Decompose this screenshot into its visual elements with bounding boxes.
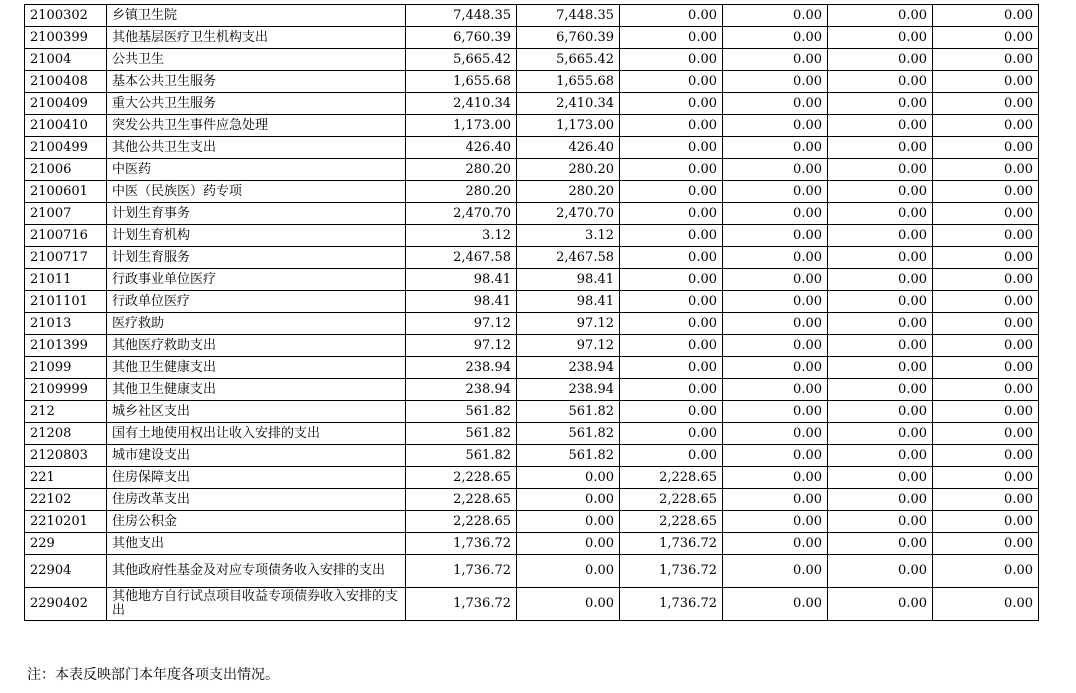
subject-name-cell: 城乡社区支出	[107, 401, 406, 423]
business-expenditure-cell: 0.00	[723, 357, 828, 379]
total-amount-cell: 561.82	[406, 401, 517, 423]
project-expenditure-cell: 0.00	[620, 247, 723, 269]
table-footnote: 注：本表反映部门本年度各项支出情况。	[27, 667, 279, 683]
total-amount-cell: 280.20	[406, 159, 517, 181]
basic-expenditure-cell: 0.00	[517, 489, 620, 511]
total-amount-cell: 98.41	[406, 269, 517, 291]
table-body	[25, 5, 1039, 621]
subject-code-cell: 221	[25, 467, 107, 489]
subject-code-cell: 2100408	[25, 71, 107, 93]
basic-expenditure-cell: 561.82	[517, 423, 620, 445]
project-expenditure-cell: 2,228.65	[620, 489, 723, 511]
total-amount-cell: 6,760.39	[406, 27, 517, 49]
table-row	[25, 181, 1039, 203]
other-expenditure-cell: 0.00	[933, 269, 1039, 291]
other-expenditure-cell: 0.00	[933, 445, 1039, 467]
basic-expenditure-cell: 2,467.58	[517, 247, 620, 269]
subject-name-cell: 其他地方自行试点项目收益专项债券收入安排的支出	[107, 588, 406, 621]
business-expenditure-cell: 0.00	[723, 49, 828, 71]
subject-code-cell: 21013	[25, 313, 107, 335]
other-expenditure-cell: 0.00	[933, 225, 1039, 247]
enterprise-subsidy-cell: 0.00	[828, 313, 933, 335]
enterprise-subsidy-cell: 0.00	[828, 511, 933, 533]
enterprise-subsidy-cell: 0.00	[828, 423, 933, 445]
subject-code-cell: 2100399	[25, 27, 107, 49]
subject-name-cell: 基本公共卫生服务	[107, 71, 406, 93]
subject-code-cell: 2101399	[25, 335, 107, 357]
project-expenditure-cell: 2,228.65	[620, 511, 723, 533]
subject-name-cell: 其他支出	[107, 533, 406, 555]
subject-code-cell: 2109999	[25, 379, 107, 401]
business-expenditure-cell: 0.00	[723, 225, 828, 247]
business-expenditure-cell: 0.00	[723, 203, 828, 225]
table-row	[25, 225, 1039, 247]
business-expenditure-cell: 0.00	[723, 401, 828, 423]
project-expenditure-cell: 0.00	[620, 137, 723, 159]
subject-name-cell: 计划生育服务	[107, 247, 406, 269]
subject-name-cell: 公共卫生	[107, 49, 406, 71]
project-expenditure-cell: 0.00	[620, 115, 723, 137]
subject-code-cell: 229	[25, 533, 107, 555]
subject-name-cell: 其他基层医疗卫生机构支出	[107, 27, 406, 49]
project-expenditure-cell: 0.00	[620, 269, 723, 291]
business-expenditure-cell: 0.00	[723, 445, 828, 467]
project-expenditure-cell: 0.00	[620, 291, 723, 313]
subject-code-cell: 21007	[25, 203, 107, 225]
enterprise-subsidy-cell: 0.00	[828, 401, 933, 423]
basic-expenditure-cell: 561.82	[517, 445, 620, 467]
subject-code-cell: 2120803	[25, 445, 107, 467]
basic-expenditure-cell: 0.00	[517, 533, 620, 555]
total-amount-cell: 97.12	[406, 313, 517, 335]
enterprise-subsidy-cell: 0.00	[828, 247, 933, 269]
business-expenditure-cell: 0.00	[723, 93, 828, 115]
subject-name-cell: 住房公积金	[107, 511, 406, 533]
total-amount-cell: 1,736.72	[406, 555, 517, 588]
subject-name-cell: 行政单位医疗	[107, 291, 406, 313]
enterprise-subsidy-cell: 0.00	[828, 467, 933, 489]
basic-expenditure-cell: 6,760.39	[517, 27, 620, 49]
total-amount-cell: 97.12	[406, 335, 517, 357]
total-amount-cell: 2,470.70	[406, 203, 517, 225]
other-expenditure-cell: 0.00	[933, 313, 1039, 335]
business-expenditure-cell: 0.00	[723, 313, 828, 335]
subject-name-cell: 行政事业单位医疗	[107, 269, 406, 291]
basic-expenditure-cell: 97.12	[517, 335, 620, 357]
other-expenditure-cell: 0.00	[933, 115, 1039, 137]
business-expenditure-cell: 0.00	[723, 181, 828, 203]
table-row	[25, 423, 1039, 445]
basic-expenditure-cell: 426.40	[517, 137, 620, 159]
business-expenditure-cell: 0.00	[723, 27, 828, 49]
subject-name-cell: 其他卫生健康支出	[107, 357, 406, 379]
total-amount-cell: 238.94	[406, 357, 517, 379]
business-expenditure-cell: 0.00	[723, 489, 828, 511]
table-row	[25, 137, 1039, 159]
enterprise-subsidy-cell: 0.00	[828, 489, 933, 511]
subject-code-cell: 21011	[25, 269, 107, 291]
subject-name-cell: 计划生育事务	[107, 203, 406, 225]
business-expenditure-cell: 0.00	[723, 511, 828, 533]
total-amount-cell: 238.94	[406, 379, 517, 401]
subject-code-cell: 2100716	[25, 225, 107, 247]
subject-code-cell: 2100409	[25, 93, 107, 115]
enterprise-subsidy-cell: 0.00	[828, 71, 933, 93]
subject-name-cell: 其他卫生健康支出	[107, 379, 406, 401]
enterprise-subsidy-cell: 0.00	[828, 335, 933, 357]
table-row	[25, 203, 1039, 225]
subject-code-cell: 21006	[25, 159, 107, 181]
enterprise-subsidy-cell: 0.00	[828, 588, 933, 621]
subject-code-cell: 2100410	[25, 115, 107, 137]
subject-name-cell: 其他公共卫生支出	[107, 137, 406, 159]
table-row	[25, 511, 1039, 533]
table-row	[25, 467, 1039, 489]
table-row	[25, 357, 1039, 379]
subject-code-cell: 21004	[25, 49, 107, 71]
enterprise-subsidy-cell: 0.00	[828, 181, 933, 203]
other-expenditure-cell: 0.00	[933, 181, 1039, 203]
enterprise-subsidy-cell: 0.00	[828, 357, 933, 379]
subject-name-cell: 突发公共卫生事件应急处理	[107, 115, 406, 137]
enterprise-subsidy-cell: 0.00	[828, 291, 933, 313]
total-amount-cell: 2,228.65	[406, 511, 517, 533]
basic-expenditure-cell: 2,470.70	[517, 203, 620, 225]
table-row	[25, 5, 1039, 27]
project-expenditure-cell: 0.00	[620, 71, 723, 93]
basic-expenditure-cell: 97.12	[517, 313, 620, 335]
total-amount-cell: 561.82	[406, 445, 517, 467]
total-amount-cell: 2,467.58	[406, 247, 517, 269]
other-expenditure-cell: 0.00	[933, 588, 1039, 621]
enterprise-subsidy-cell: 0.00	[828, 49, 933, 71]
total-amount-cell: 561.82	[406, 423, 517, 445]
project-expenditure-cell: 0.00	[620, 203, 723, 225]
enterprise-subsidy-cell: 0.00	[828, 93, 933, 115]
other-expenditure-cell: 0.00	[933, 247, 1039, 269]
other-expenditure-cell: 0.00	[933, 27, 1039, 49]
subject-code-cell: 2100499	[25, 137, 107, 159]
business-expenditure-cell: 0.00	[723, 137, 828, 159]
total-amount-cell: 7,448.35	[406, 5, 517, 27]
project-expenditure-cell: 0.00	[620, 181, 723, 203]
other-expenditure-cell: 0.00	[933, 467, 1039, 489]
table-row	[25, 335, 1039, 357]
expenditure-table	[24, 4, 1039, 621]
basic-expenditure-cell: 0.00	[517, 555, 620, 588]
subject-name-cell: 其他医疗救助支出	[107, 335, 406, 357]
business-expenditure-cell: 0.00	[723, 269, 828, 291]
total-amount-cell: 1,173.00	[406, 115, 517, 137]
business-expenditure-cell: 0.00	[723, 379, 828, 401]
enterprise-subsidy-cell: 0.00	[828, 445, 933, 467]
project-expenditure-cell: 1,736.72	[620, 555, 723, 588]
subject-code-cell: 21208	[25, 423, 107, 445]
table-row	[25, 93, 1039, 115]
other-expenditure-cell: 0.00	[933, 93, 1039, 115]
subject-code-cell: 2101101	[25, 291, 107, 313]
business-expenditure-cell: 0.00	[723, 555, 828, 588]
enterprise-subsidy-cell: 0.00	[828, 533, 933, 555]
business-expenditure-cell: 0.00	[723, 115, 828, 137]
table-row	[25, 445, 1039, 467]
enterprise-subsidy-cell: 0.00	[828, 5, 933, 27]
basic-expenditure-cell: 0.00	[517, 588, 620, 621]
basic-expenditure-cell: 561.82	[517, 401, 620, 423]
total-amount-cell: 280.20	[406, 181, 517, 203]
subject-code-cell: 212	[25, 401, 107, 423]
other-expenditure-cell: 0.00	[933, 379, 1039, 401]
enterprise-subsidy-cell: 0.00	[828, 225, 933, 247]
business-expenditure-cell: 0.00	[723, 588, 828, 621]
enterprise-subsidy-cell: 0.00	[828, 159, 933, 181]
table-row	[25, 313, 1039, 335]
total-amount-cell: 98.41	[406, 291, 517, 313]
subject-name-cell: 医疗救助	[107, 313, 406, 335]
total-amount-cell: 2,228.65	[406, 489, 517, 511]
enterprise-subsidy-cell: 0.00	[828, 137, 933, 159]
table-row	[25, 71, 1039, 93]
total-amount-cell: 426.40	[406, 137, 517, 159]
subject-name-cell: 计划生育机构	[107, 225, 406, 247]
basic-expenditure-cell: 5,665.42	[517, 49, 620, 71]
basic-expenditure-cell: 0.00	[517, 467, 620, 489]
basic-expenditure-cell: 7,448.35	[517, 5, 620, 27]
subject-code-cell: 2290402	[25, 588, 107, 621]
basic-expenditure-cell: 2,410.34	[517, 93, 620, 115]
enterprise-subsidy-cell: 0.00	[828, 555, 933, 588]
other-expenditure-cell: 0.00	[933, 49, 1039, 71]
business-expenditure-cell: 0.00	[723, 533, 828, 555]
project-expenditure-cell: 0.00	[620, 423, 723, 445]
project-expenditure-cell: 1,736.72	[620, 533, 723, 555]
table-row	[25, 401, 1039, 423]
basic-expenditure-cell: 280.20	[517, 159, 620, 181]
table-row	[25, 269, 1039, 291]
project-expenditure-cell: 0.00	[620, 27, 723, 49]
subject-name-cell: 其他政府性基金及对应专项债务收入安排的支出	[107, 555, 406, 588]
project-expenditure-cell: 2,228.65	[620, 467, 723, 489]
table-row	[25, 588, 1039, 621]
enterprise-subsidy-cell: 0.00	[828, 203, 933, 225]
table-row	[25, 159, 1039, 181]
table-row	[25, 49, 1039, 71]
other-expenditure-cell: 0.00	[933, 203, 1039, 225]
business-expenditure-cell: 0.00	[723, 335, 828, 357]
business-expenditure-cell: 0.00	[723, 247, 828, 269]
total-amount-cell: 1,736.72	[406, 588, 517, 621]
project-expenditure-cell: 0.00	[620, 159, 723, 181]
enterprise-subsidy-cell: 0.00	[828, 379, 933, 401]
basic-expenditure-cell: 238.94	[517, 357, 620, 379]
subject-name-cell: 乡镇卫生院	[107, 5, 406, 27]
basic-expenditure-cell: 1,655.68	[517, 71, 620, 93]
project-expenditure-cell: 0.00	[620, 93, 723, 115]
other-expenditure-cell: 0.00	[933, 5, 1039, 27]
business-expenditure-cell: 0.00	[723, 467, 828, 489]
other-expenditure-cell: 0.00	[933, 401, 1039, 423]
project-expenditure-cell: 0.00	[620, 445, 723, 467]
subject-code-cell: 2100302	[25, 5, 107, 27]
table-row	[25, 555, 1039, 588]
business-expenditure-cell: 0.00	[723, 423, 828, 445]
other-expenditure-cell: 0.00	[933, 533, 1039, 555]
business-expenditure-cell: 0.00	[723, 159, 828, 181]
other-expenditure-cell: 0.00	[933, 357, 1039, 379]
subject-name-cell: 住房保障支出	[107, 467, 406, 489]
other-expenditure-cell: 0.00	[933, 423, 1039, 445]
project-expenditure-cell: 0.00	[620, 379, 723, 401]
project-expenditure-cell: 0.00	[620, 335, 723, 357]
table-row	[25, 27, 1039, 49]
total-amount-cell: 5,665.42	[406, 49, 517, 71]
basic-expenditure-cell: 238.94	[517, 379, 620, 401]
total-amount-cell: 2,410.34	[406, 93, 517, 115]
subject-code-cell: 2210201	[25, 511, 107, 533]
project-expenditure-cell: 0.00	[620, 49, 723, 71]
other-expenditure-cell: 0.00	[933, 71, 1039, 93]
business-expenditure-cell: 0.00	[723, 71, 828, 93]
total-amount-cell: 1,736.72	[406, 533, 517, 555]
basic-expenditure-cell: 98.41	[517, 291, 620, 313]
other-expenditure-cell: 0.00	[933, 137, 1039, 159]
project-expenditure-cell: 0.00	[620, 5, 723, 27]
other-expenditure-cell: 0.00	[933, 291, 1039, 313]
table-row	[25, 379, 1039, 401]
project-expenditure-cell: 0.00	[620, 401, 723, 423]
business-expenditure-cell: 0.00	[723, 5, 828, 27]
enterprise-subsidy-cell: 0.00	[828, 269, 933, 291]
basic-expenditure-cell: 280.20	[517, 181, 620, 203]
table-row	[25, 489, 1039, 511]
subject-name-cell: 国有土地使用权出让收入安排的支出	[107, 423, 406, 445]
subject-name-cell: 城市建设支出	[107, 445, 406, 467]
subject-code-cell: 21099	[25, 357, 107, 379]
other-expenditure-cell: 0.00	[933, 555, 1039, 588]
subject-code-cell: 22904	[25, 555, 107, 588]
subject-code-cell: 2100717	[25, 247, 107, 269]
other-expenditure-cell: 0.00	[933, 335, 1039, 357]
project-expenditure-cell: 0.00	[620, 313, 723, 335]
basic-expenditure-cell: 1,173.00	[517, 115, 620, 137]
subject-name-cell: 住房改革支出	[107, 489, 406, 511]
table-row	[25, 533, 1039, 555]
other-expenditure-cell: 0.00	[933, 489, 1039, 511]
table-row	[25, 291, 1039, 313]
total-amount-cell: 3.12	[406, 225, 517, 247]
total-amount-cell: 1,655.68	[406, 71, 517, 93]
subject-name-cell: 重大公共卫生服务	[107, 93, 406, 115]
basic-expenditure-cell: 98.41	[517, 269, 620, 291]
subject-code-cell: 22102	[25, 489, 107, 511]
table-row	[25, 247, 1039, 269]
project-expenditure-cell: 0.00	[620, 225, 723, 247]
other-expenditure-cell: 0.00	[933, 511, 1039, 533]
business-expenditure-cell: 0.00	[723, 291, 828, 313]
subject-name-cell: 中医药	[107, 159, 406, 181]
table-row	[25, 115, 1039, 137]
total-amount-cell: 2,228.65	[406, 467, 517, 489]
enterprise-subsidy-cell: 0.00	[828, 115, 933, 137]
other-expenditure-cell: 0.00	[933, 159, 1039, 181]
subject-name-cell: 中医（民族医）药专项	[107, 181, 406, 203]
enterprise-subsidy-cell: 0.00	[828, 27, 933, 49]
subject-code-cell: 2100601	[25, 181, 107, 203]
project-expenditure-cell: 0.00	[620, 357, 723, 379]
basic-expenditure-cell: 3.12	[517, 225, 620, 247]
basic-expenditure-cell: 0.00	[517, 511, 620, 533]
project-expenditure-cell: 1,736.72	[620, 588, 723, 621]
